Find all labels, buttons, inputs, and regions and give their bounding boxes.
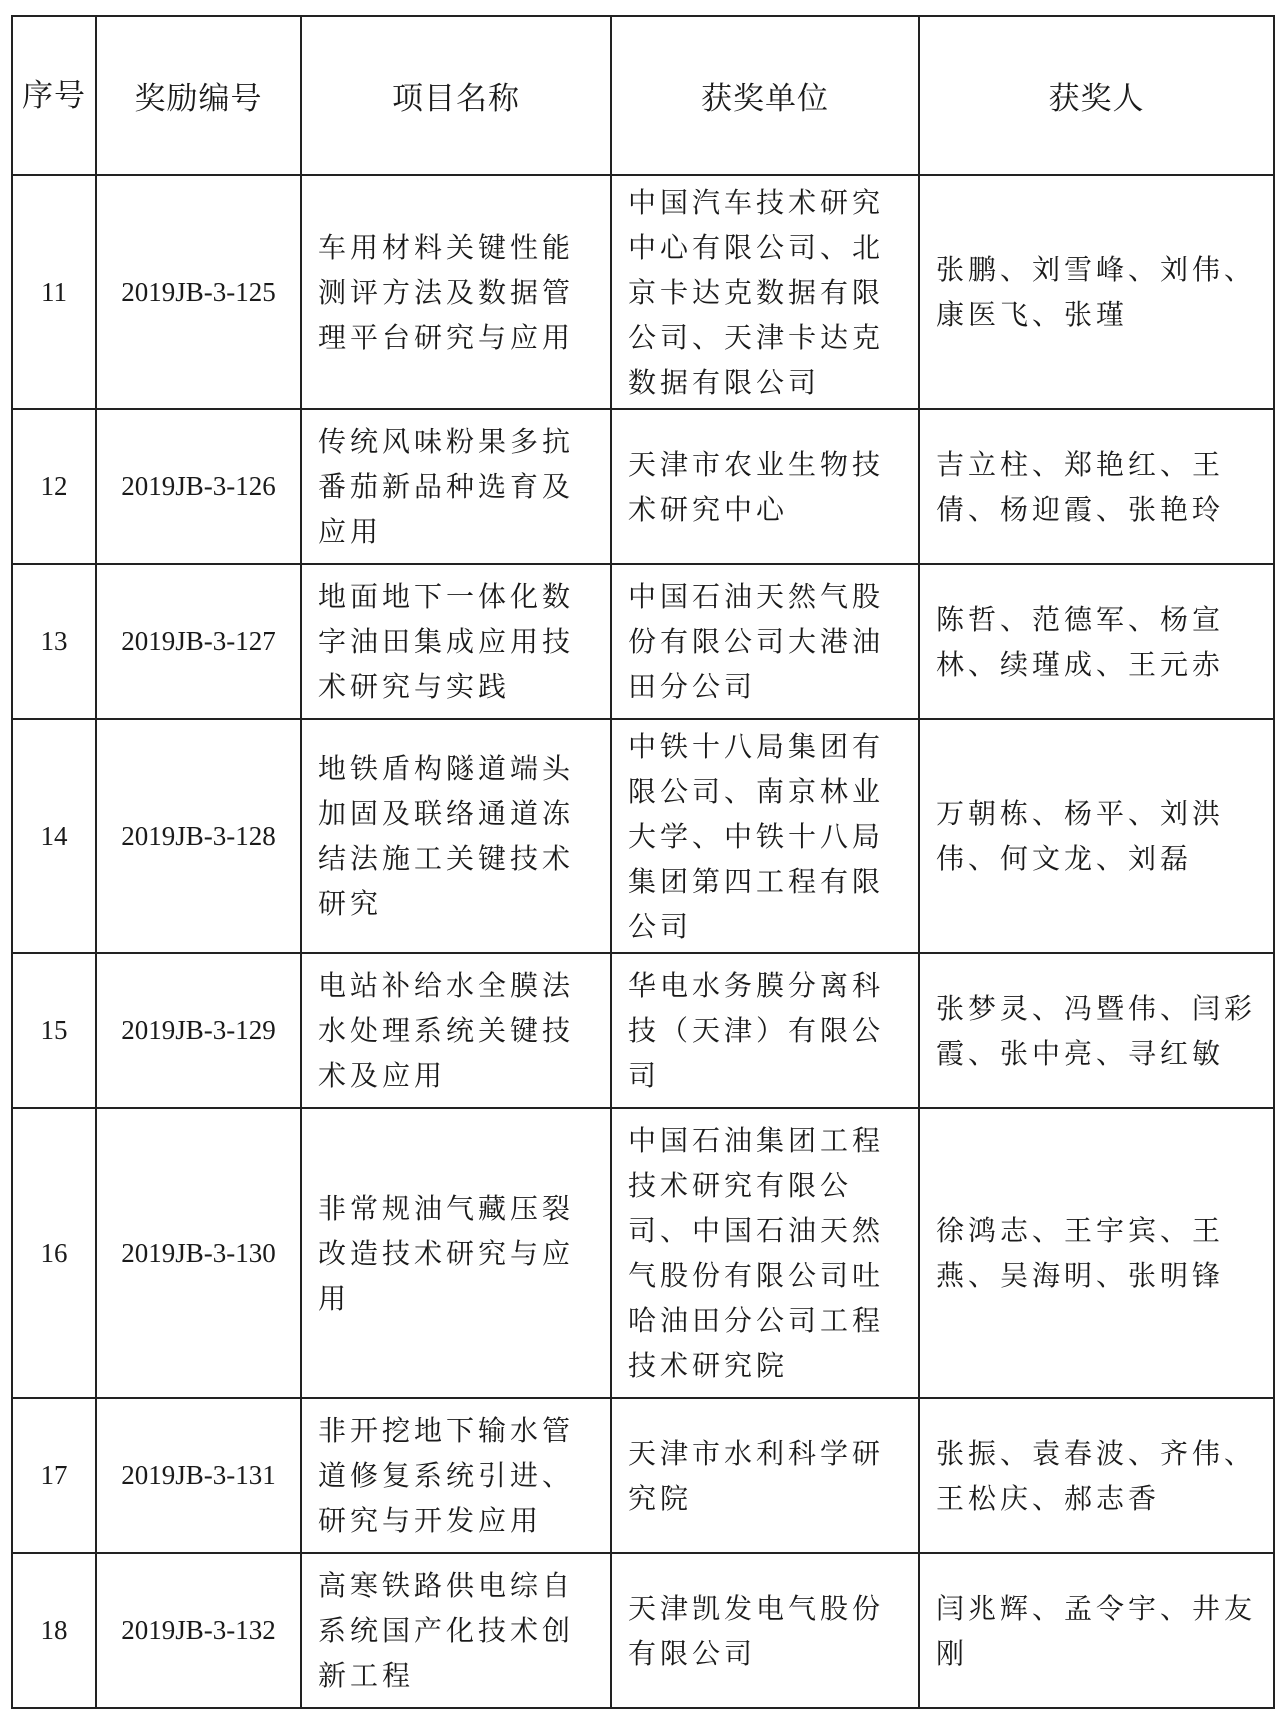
cell-people: 徐鸿志、王宇宾、王燕、吴海明、张明锋 bbox=[919, 1108, 1274, 1398]
cell-code: 2019JB-3-130 bbox=[96, 1108, 301, 1398]
cell-org: 中国石油集团工程技术研究有限公司、中国石油天然气股份有限公司吐哈油田分公司工程技术研究院 bbox=[611, 1108, 919, 1398]
awards-table bbox=[11, 15, 1275, 1709]
cell-project-name: 非常规油气藏压裂改造技术研究与应用 bbox=[301, 1108, 611, 1398]
cell-people: 闫兆辉、孟令宇、井友刚 bbox=[919, 1553, 1274, 1708]
header-name: 项目名称 bbox=[301, 16, 611, 175]
header-row bbox=[12, 16, 1274, 175]
cell-people: 张梦灵、冯暨伟、闫彩霞、张中亮、寻红敏 bbox=[919, 953, 1274, 1108]
cell-code: 2019JB-3-132 bbox=[96, 1553, 301, 1708]
cell-people: 张鹏、刘雪峰、刘伟、康医飞、张瑾 bbox=[919, 175, 1274, 409]
header-seq: 序号 bbox=[12, 16, 96, 175]
cell-people: 陈哲、范德军、杨宣林、续瑾成、王元赤 bbox=[919, 564, 1274, 719]
table-row bbox=[12, 1553, 1274, 1708]
cell-seq: 11 bbox=[12, 175, 96, 409]
cell-project-name: 车用材料关键性能测评方法及数据管理平台研究与应用 bbox=[301, 175, 611, 409]
cell-org: 华电水务膜分离科技（天津）有限公司 bbox=[611, 953, 919, 1108]
cell-project-name: 电站补给水全膜法水处理系统关键技术及应用 bbox=[301, 953, 611, 1108]
cell-org: 中国石油天然气股份有限公司大港油田分公司 bbox=[611, 564, 919, 719]
table-row bbox=[12, 564, 1274, 719]
cell-people: 万朝栋、杨平、刘洪伟、何文龙、刘磊 bbox=[919, 719, 1274, 953]
cell-org: 天津市水利科学研究院 bbox=[611, 1398, 919, 1553]
table-row bbox=[12, 1108, 1274, 1398]
cell-seq: 12 bbox=[12, 409, 96, 564]
cell-org: 天津凯发电气股份有限公司 bbox=[611, 1553, 919, 1708]
cell-org: 中铁十八局集团有限公司、南京林业大学、中铁十八局集团第四工程有限公司 bbox=[611, 719, 919, 953]
cell-people: 张振、袁春波、齐伟、王松庆、郝志香 bbox=[919, 1398, 1274, 1553]
cell-project-name: 高寒铁路供电综自系统国产化技术创新工程 bbox=[301, 1553, 611, 1708]
cell-project-name: 传统风味粉果多抗番茄新品种选育及应用 bbox=[301, 409, 611, 564]
cell-seq: 13 bbox=[12, 564, 96, 719]
table-row bbox=[12, 1398, 1274, 1553]
table-row bbox=[12, 719, 1274, 953]
cell-code: 2019JB-3-128 bbox=[96, 719, 301, 953]
table-row bbox=[12, 175, 1274, 409]
cell-seq: 16 bbox=[12, 1108, 96, 1398]
table-row bbox=[12, 409, 1274, 564]
header-code: 奖励编号 bbox=[96, 16, 301, 175]
cell-project-name: 地面地下一体化数字油田集成应用技术研究与实践 bbox=[301, 564, 611, 719]
cell-seq: 18 bbox=[12, 1553, 96, 1708]
cell-project-name: 非开挖地下输水管道修复系统引进、研究与开发应用 bbox=[301, 1398, 611, 1553]
cell-project-name: 地铁盾构隧道端头加固及联络通道冻结法施工关键技术研究 bbox=[301, 719, 611, 953]
cell-code: 2019JB-3-127 bbox=[96, 564, 301, 719]
cell-seq: 15 bbox=[12, 953, 96, 1108]
cell-code: 2019JB-3-125 bbox=[96, 175, 301, 409]
cell-seq: 17 bbox=[12, 1398, 96, 1553]
header-people: 获奖人 bbox=[919, 16, 1274, 175]
cell-org: 天津市农业生物技术研究中心 bbox=[611, 409, 919, 564]
cell-people: 吉立柱、郑艳红、王倩、杨迎霞、张艳玲 bbox=[919, 409, 1274, 564]
table-row bbox=[12, 953, 1274, 1108]
cell-code: 2019JB-3-129 bbox=[96, 953, 301, 1108]
cell-org: 中国汽车技术研究中心有限公司、北京卡达克数据有限公司、天津卡达克数据有限公司 bbox=[611, 175, 919, 409]
cell-code: 2019JB-3-131 bbox=[96, 1398, 301, 1553]
cell-seq: 14 bbox=[12, 719, 96, 953]
cell-code: 2019JB-3-126 bbox=[96, 409, 301, 564]
header-org: 获奖单位 bbox=[611, 16, 919, 175]
